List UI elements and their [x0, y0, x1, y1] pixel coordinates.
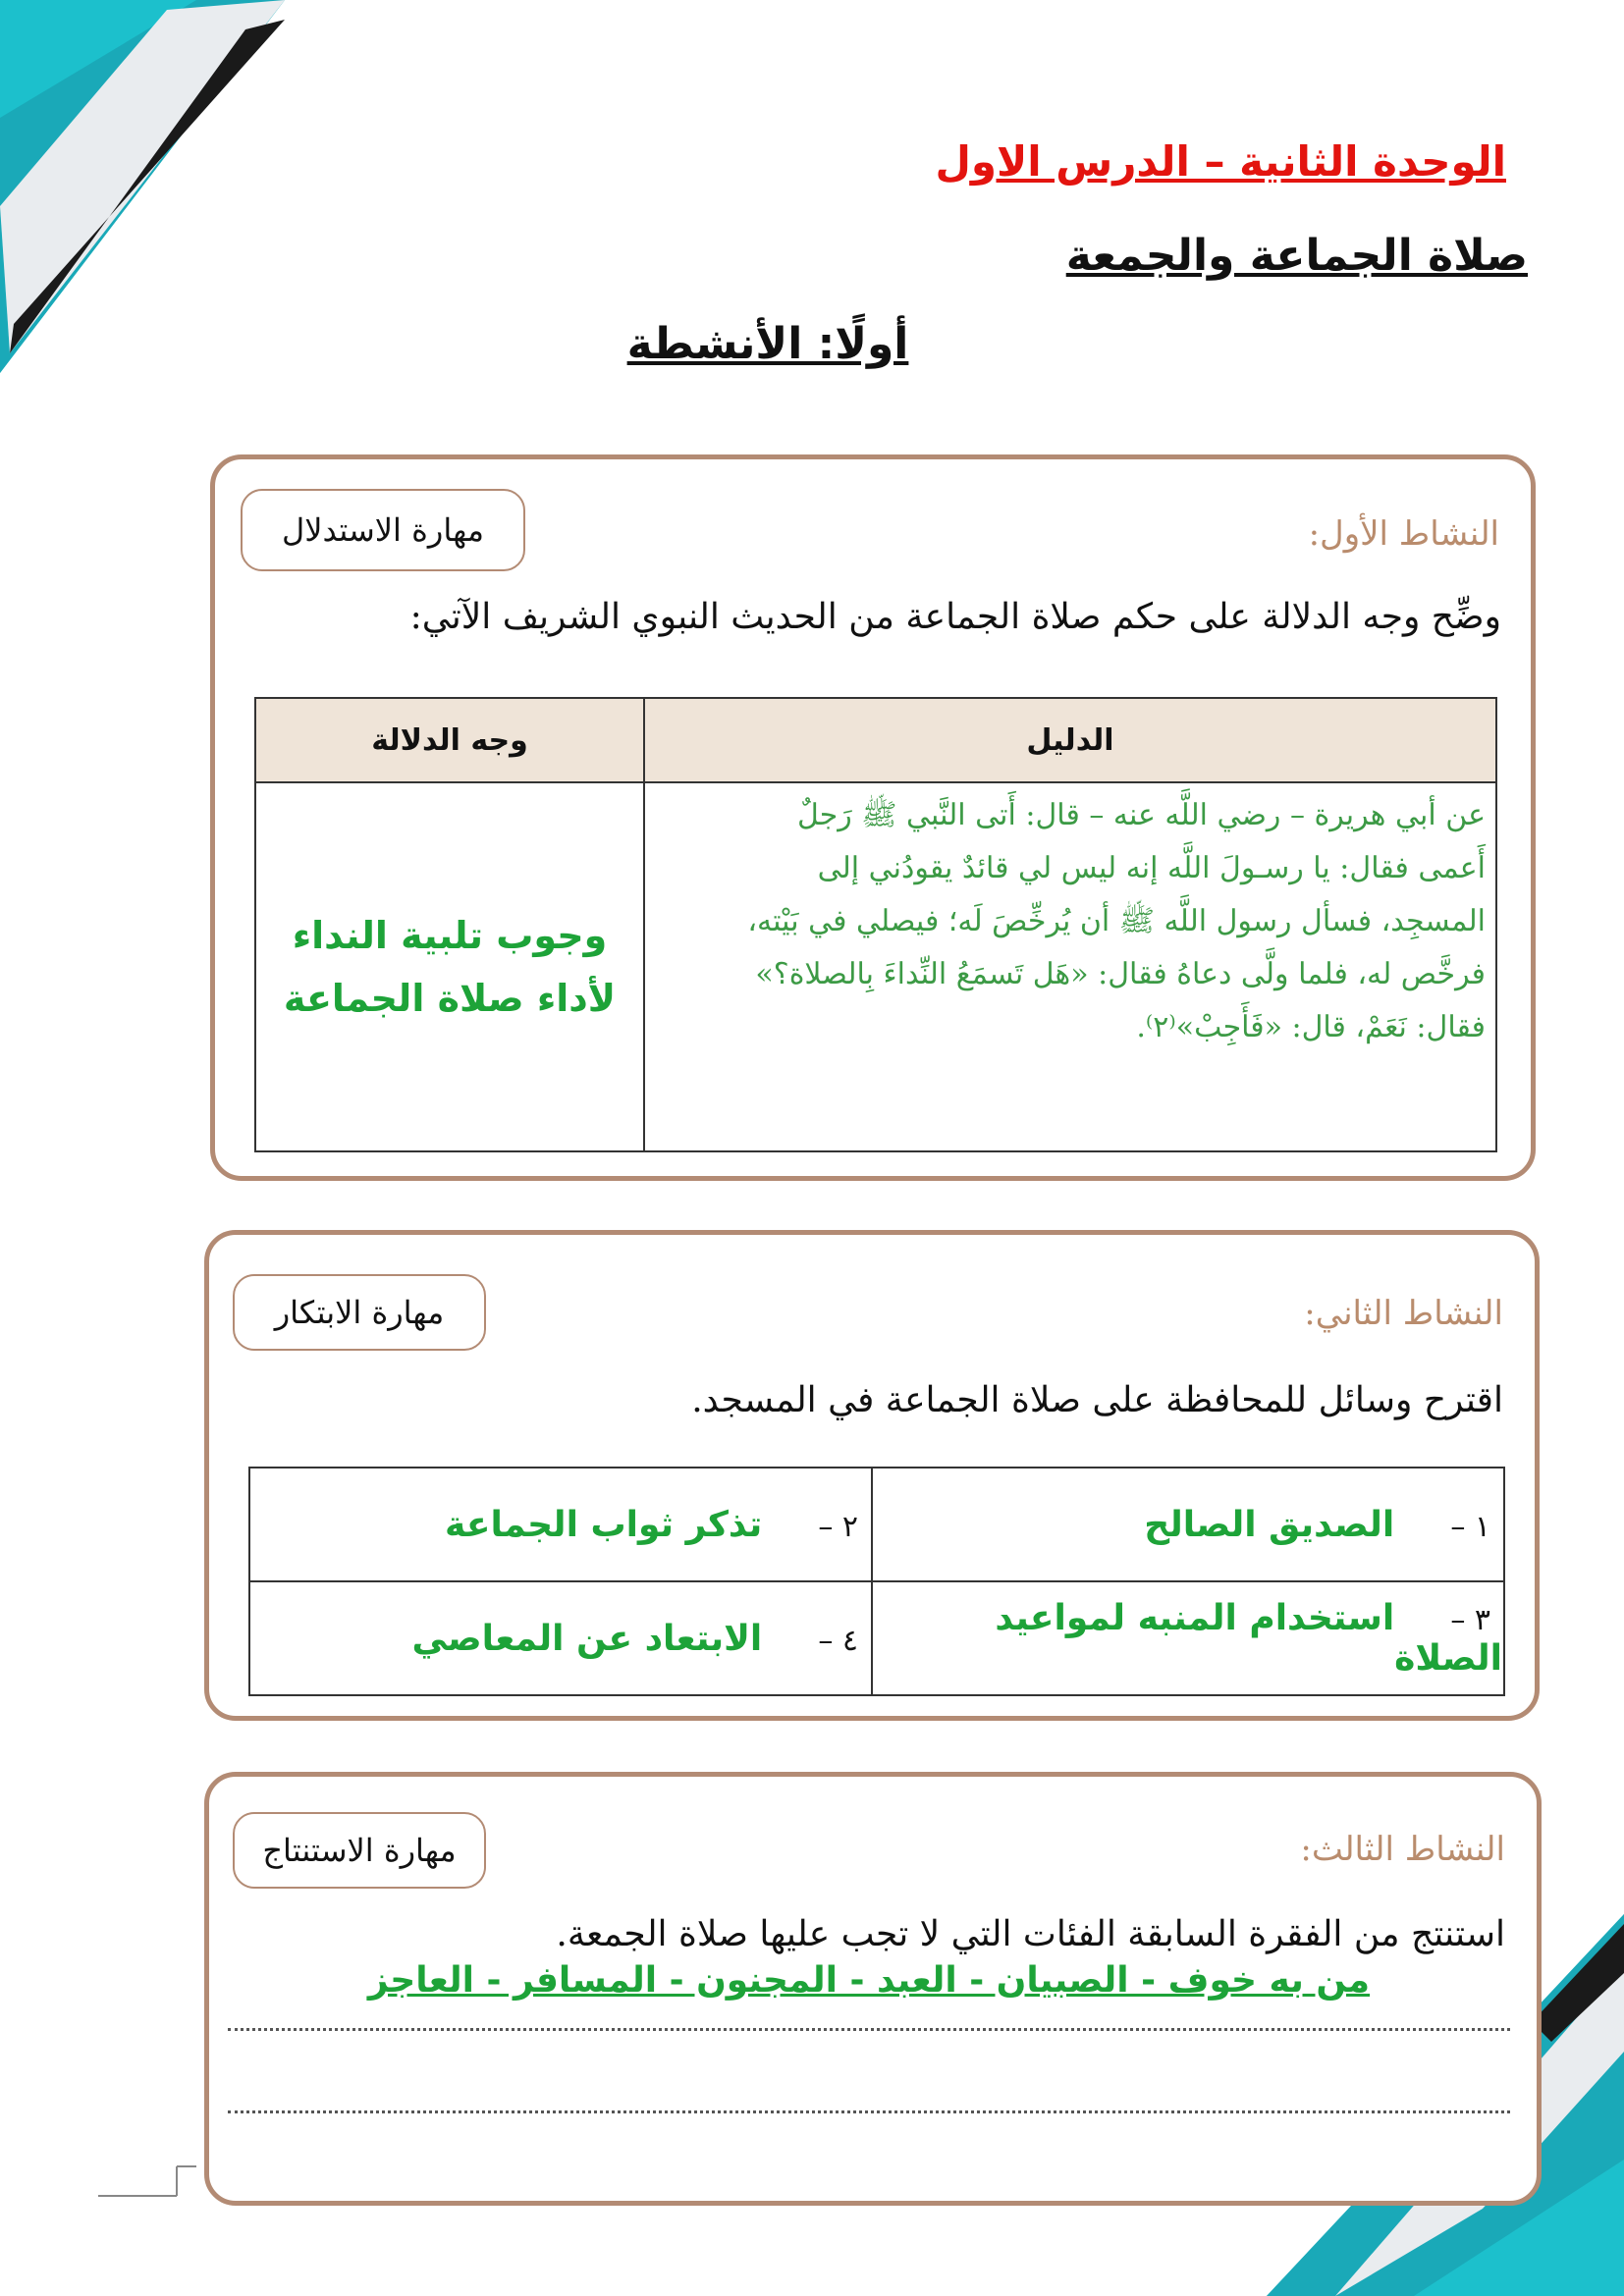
meaning-column-header: وجه الدلالة	[255, 698, 644, 782]
meaning-answer-cell	[255, 782, 644, 1151]
item-number: ٤ –	[818, 1623, 858, 1658]
answer-dotted-line	[228, 2028, 1510, 2031]
suggestions-table	[248, 1467, 1505, 1696]
activity1-title: النشاط الأول:	[1308, 514, 1499, 554]
suggestion-cell	[249, 1581, 872, 1695]
meaning-line: لأداء صلاة الجماعة	[283, 977, 617, 1020]
meaning-line: وجوب تلبية النداء	[292, 914, 608, 957]
suggestion-text: تذكر ثواب الجماعة	[445, 1504, 763, 1545]
suggestion-cell	[872, 1468, 1504, 1581]
activity3-title: النشاط الثالث:	[1300, 1830, 1505, 1869]
activity3-skill-badge: مهارة الاستنتاج	[233, 1812, 486, 1889]
answer-dotted-line	[228, 2110, 1510, 2113]
lesson-title: صلاة الجماعة والجمعة	[1065, 231, 1528, 281]
item-number: ١ –	[1450, 1509, 1490, 1544]
item-number: ٢ –	[818, 1509, 858, 1544]
suggestion-text: الصديق الصالح	[1144, 1504, 1395, 1545]
hadith-line: المسجِد، فسأل رسول اللَّه ﷺ أن يُرخِّصَ لَه؛ فيصلي في بَيْته،	[747, 904, 1486, 938]
activity1-skill-badge: مهارة الاستدلال	[241, 489, 525, 571]
activity2-title: النشاط الثاني:	[1304, 1294, 1503, 1333]
activity2-box	[204, 1230, 1540, 1721]
item-number: ٣ –	[1450, 1603, 1490, 1637]
suggestion-text: استخدام المنبه لمواعيد الصلاة	[995, 1598, 1502, 1679]
activity3-instruction: استنتج من الفقرة السابقة الفئات التي لا تجب عليها صلاة الجمعة.	[556, 1914, 1505, 1954]
hadith-line: فرخَّص له، فلما ولَّى دعاهُ فقال: «هَل تَسمَعُ النِّداءَ بِالصلاة؟»	[755, 957, 1486, 991]
evidence-column-header: الدليل	[644, 698, 1496, 782]
suggestion-cell	[249, 1468, 872, 1581]
suggestion-cell	[872, 1581, 1504, 1695]
activity1-instruction: وضِّح وجه الدلالة على حكم صلاة الجماعة من الحديث النبوي الشريف الآتي:	[409, 597, 1501, 637]
suggestion-text: الابتعاد عن المعاصي	[411, 1618, 763, 1659]
activity1-box	[210, 454, 1536, 1181]
inference-answer: من به خوف - الصبيان - العبد - المجنون - المسافر - العاجز	[367, 1960, 1371, 2001]
activity2-instruction: اقترح وسائل للمحافظة على صلاة الجماعة في المسجد.	[691, 1380, 1503, 1420]
hadith-line: أَعمى فقال: يا رسـولَ اللَّه إنه ليس لي قائدٌ يقودُني إلى	[817, 851, 1486, 885]
activity2-skill-badge: مهارة الابتكار	[233, 1274, 486, 1351]
hadith-line: عن أبي هريرة – رضي اللَّه عنه – قال: أَتى النَّبي ﷺ رَجلٌ	[796, 798, 1486, 832]
hadith-line: فقال: نَعَمْ، قال: «فَأَجِبْ»⁽٢⁾.	[1136, 1010, 1486, 1044]
unit-lesson-heading: الوحدة الثانية – الدرس الاول	[935, 137, 1506, 186]
section-title: أولًا: الأنشطة	[626, 319, 909, 369]
evidence-table	[254, 697, 1497, 1152]
hadith-evidence-cell	[644, 782, 1496, 1151]
